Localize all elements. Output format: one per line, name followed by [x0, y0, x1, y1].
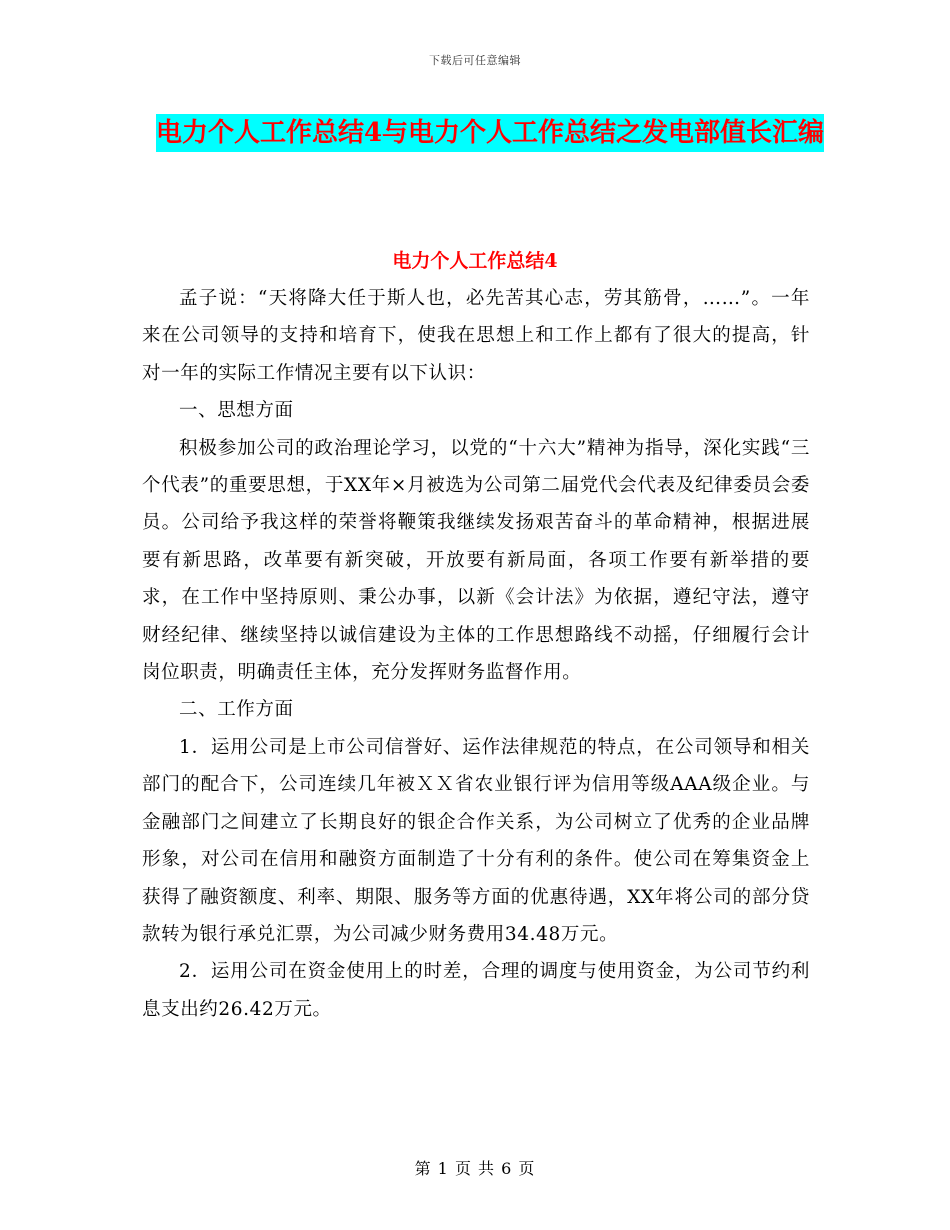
- heading-thought: 一、思想方面: [179, 400, 294, 422]
- page-footer: 第 1 页 共 6 页: [414, 1159, 536, 1178]
- paragraph-work-1: 1．运用公司是上市公司信誉好、运作法律规范的特点，在公司领导和相关部门的配合下，公司连续几年被ＸＸ省农业银行评为信用等级AAA级企业。与金融部门之间建立了长期良好的银企合作关系，为公司树立了优秀的企业品牌形象，对公司在信用和融资方面制造了十分有利的条件。使公司在筹集资金上获得了融资额度、利率、期限、服务等方面的优惠待遇，XX年将公司的部分贷款转为银行承兑汇票，为公司减少财务费用34.48万元。: [142, 736, 810, 945]
- section-title: 电力个人工作总结4: [392, 250, 558, 272]
- paragraph-work-2: 2．运用公司在资金使用上的时差，合理的调度与使用资金，为公司节约利息支出约26.42万元。: [142, 961, 810, 1020]
- heading-work: 二、工作方面: [179, 699, 294, 721]
- paragraph-intro: 孟子说：“天将降大任于斯人也，必先苦其心志，劳其筋骨，……”。一年来在公司领导的支持和培育下，使我在思想上和工作上都有了很大的提高，针对一年的实际工作情况主要有以下认识：: [142, 288, 810, 384]
- document-title: [140, 108, 840, 158]
- document-title-text: 电力个人工作总结4与电力个人工作总结之发电部值长汇编: [156, 114, 824, 152]
- page-header: 下载后可任意编辑: [429, 54, 521, 67]
- document-body: [142, 280, 810, 1028]
- paragraph-thought: 积极参加公司的政治理论学习，以党的“十六大”精神为指导，深化实践“三个代表”的重要思想，于XX年×月被选为公司第二届党代会代表及纪律委员会委员。公司给予我这样的荣誉将鞭策我继续发扬艰苦奋斗的革命精神，根据进展要有新思路，改革要有新突破，开放要有新局面，各项工作要有新举措的要求，在工作中坚持原则、秉公办事，以新《会计法》为依据，遵纪守法，遵守财经纪律、继续坚持以诚信建设为主体的工作思想路线不动摇，仔细履行会计岗位职责，明确责任主体，充分发挥财务监督作用。: [142, 437, 810, 684]
